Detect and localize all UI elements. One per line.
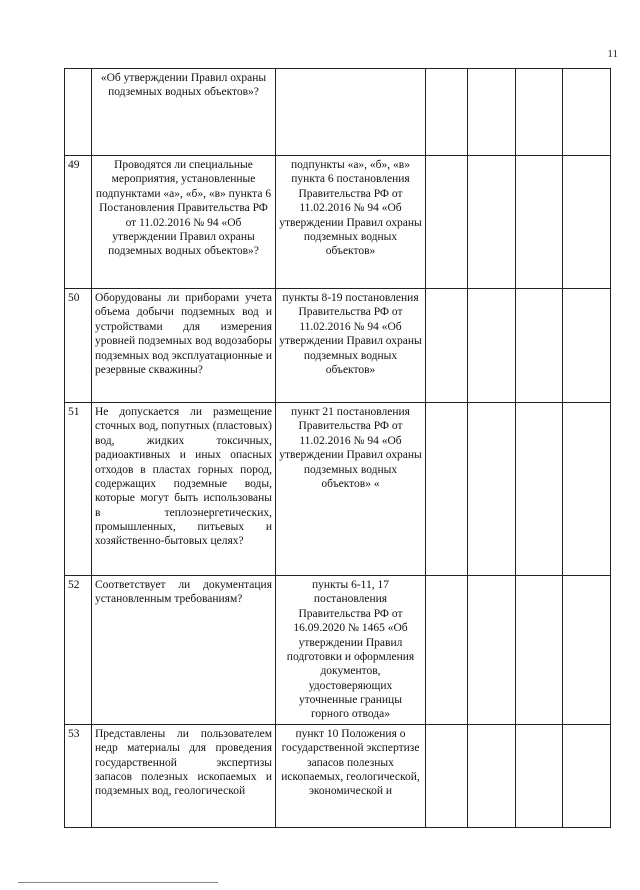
reference-cell: пункт 21 постановления Правительства РФ от 11.02.2016 № 94 «Об утверждении Правил охраны подземных водных объектов» « <box>276 403 426 576</box>
question-cell: Проводятся ли специальные мероприятия, установленные подпунктами «а», «б», «в» пункта 6 Постановления Правительства РФ от 11.02.2016 № 94 «Об утверждении Правил охраны подземных водных объектов»? <box>92 156 276 289</box>
empty-cell <box>468 403 516 576</box>
question-cell: Не допускается ли размещение сточных вод, попутных (пластовых) вод, жидких токсичных, радиоактивных и иных опасных отходов в пластах горных пород, содержащих подземные воды, которые могут быть использованы в теплоэнергетических, промышленных, питьевых и хозяйственно-бытовых целях? <box>92 403 276 576</box>
table-row <box>65 69 611 156</box>
empty-cell <box>426 156 468 289</box>
reference-cell: пункты 8-19 постановления Правительства РФ от 11.02.2016 № 94 «Об утверждении Правил охраны подземных водных объектов» <box>276 289 426 403</box>
empty-cell <box>468 289 516 403</box>
question-cell: Представлены ли пользователем недр материалы для проведения государственной экспертизы запасов полезных ископаемых и подземных вод, геологической <box>92 724 276 827</box>
empty-cell <box>516 403 563 576</box>
table-row <box>65 403 611 576</box>
empty-cell <box>426 69 468 156</box>
empty-cell <box>563 576 611 725</box>
empty-cell <box>563 289 611 403</box>
reference-cell: пункты 6-11, 17 постановления Правительства РФ от 16.09.2020 № 1465 «Об утверждении Правил подготовки и оформления документов, удостоверяющих уточненные границы горного отвода» <box>276 576 426 725</box>
row-number: 49 <box>65 156 92 289</box>
empty-cell <box>516 289 563 403</box>
page-number: 11 <box>607 48 618 60</box>
footer-rule <box>18 882 218 883</box>
table-row <box>65 576 611 725</box>
empty-cell <box>426 576 468 725</box>
empty-cell <box>468 69 516 156</box>
empty-cell <box>563 724 611 827</box>
empty-cell <box>468 724 516 827</box>
row-number: 51 <box>65 403 92 576</box>
empty-cell <box>516 69 563 156</box>
reference-cell: пункт 10 Положения о государственной экспертизе запасов полезных ископаемых, геологической, экономической и <box>276 724 426 827</box>
empty-cell <box>468 576 516 725</box>
question-cell: Оборудованы ли приборами учета объема добычи подземных вод и устройствами для измерения уровней подземных вод водозаборы подземных вод эксплуатационные и резервные скважины? <box>92 289 276 403</box>
empty-cell <box>516 724 563 827</box>
reference-cell: подпункты «а», «б», «в» пункта 6 постановления Правительства РФ от 11.02.2016 № 94 «Об утверждении Правил охраны подземных водных объектов» <box>276 156 426 289</box>
empty-cell <box>516 576 563 725</box>
table-row <box>65 724 611 827</box>
empty-cell <box>426 403 468 576</box>
empty-cell <box>516 156 563 289</box>
row-number: 53 <box>65 724 92 827</box>
reference-cell <box>276 69 426 156</box>
question-cell: Соответствует ли документация установленным требованиям? <box>92 576 276 725</box>
question-cell: «Об утверждении Правил охраны подземных водных объектов»? <box>92 69 276 156</box>
row-number: 52 <box>65 576 92 725</box>
table-row <box>65 156 611 289</box>
empty-cell <box>563 403 611 576</box>
empty-cell <box>563 69 611 156</box>
empty-cell <box>468 156 516 289</box>
row-number <box>65 69 92 156</box>
table-row <box>65 289 611 403</box>
row-number: 50 <box>65 289 92 403</box>
checklist-table <box>64 68 611 828</box>
empty-cell <box>563 156 611 289</box>
empty-cell <box>426 289 468 403</box>
empty-cell <box>426 724 468 827</box>
